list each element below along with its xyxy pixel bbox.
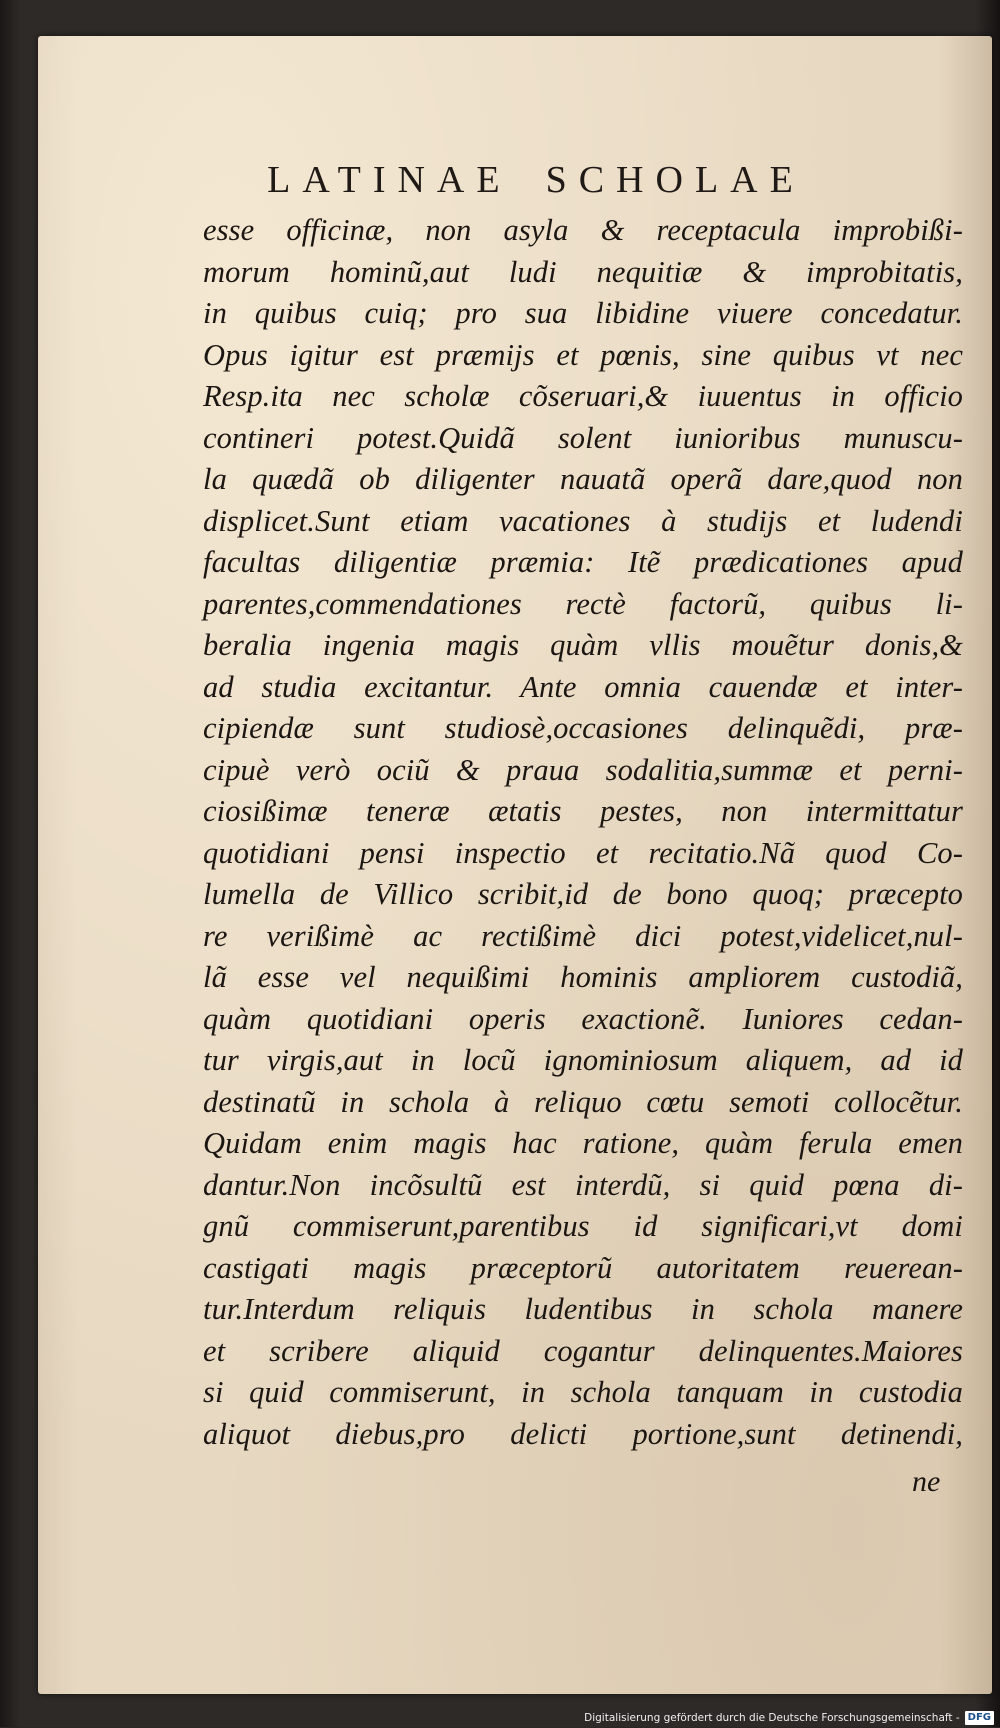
- text-line: quotidiani pensi inspectio et recitatio.Nã quod Co-: [203, 835, 963, 870]
- text-line: in quibus cuiq; pro sua libidine viuere concedatur.: [203, 296, 963, 330]
- text-line: Quidam enim magis hac ratione, quàm ferula emen: [203, 1126, 963, 1160]
- text-line: Resp.ita nec scholæ cõseruari,& iuuentus in officio: [203, 379, 963, 413]
- text-line: destinatũ in schola à reliquo cœtu semoti collocẽtur.: [203, 1084, 963, 1119]
- running-head-word-2: SCHOLAE: [545, 159, 805, 201]
- text-line: castigati magis præceptorũ autoritatem reuerean-: [203, 1250, 963, 1285]
- text-line: aliquot diebus,pro delicti portione,sunt detinendi,: [203, 1416, 963, 1451]
- footer-bar: [0, 1707, 1000, 1727]
- text-line: si quid commiserunt, in schola tanquam in custodia: [203, 1375, 963, 1409]
- text-line: gnũ commiserunt,parentibus id significari,vt domi: [203, 1209, 963, 1243]
- text-line: beralia ingenia magis quàm vllis mouẽtur donis,&: [203, 628, 963, 662]
- text-line: facultas diligentiæ præmia: Itẽ prædicationes apud: [203, 545, 963, 579]
- text-line: lã esse vel nequißimi hominis ampliorem custodiã,: [203, 960, 963, 994]
- running-head: [36, 158, 1000, 202]
- text-line: ciosißimæ teneræ ætatis pestes, non intermittatur: [203, 794, 963, 828]
- text-line: cipiendæ sunt studiosè,occasiones delinquẽdi, præ-: [203, 711, 963, 745]
- text-line: morum hominũ,aut ludi nequitiæ & improbitatis,: [203, 254, 963, 289]
- text-line: re verißimè ac rectißimè dici potest,videlicet,nul-: [203, 918, 963, 953]
- running-head-word-1: LATINAE: [267, 159, 512, 201]
- text-line: contineri potest.Quidã solent iunioribus munuscu-: [203, 420, 963, 455]
- text-line: tur virgis,aut in locũ ignominiosum aliquem, ad id: [203, 1043, 963, 1077]
- text-line: la quædã ob diligenter nauatã operã dare,quod non: [203, 462, 963, 496]
- text-line: et scribere aliquid cogantur delinquentes.Maiores: [203, 1333, 963, 1368]
- dfg-logo: DFG: [965, 1711, 994, 1725]
- text-line: cipuè verò ociũ & praua sodalitia,summæ et perni-: [203, 752, 963, 787]
- text-line: displicet.Sunt etiam vacationes à studijs et ludendi: [203, 503, 963, 538]
- catchword: ne: [912, 1465, 941, 1498]
- footer-credit: Digitalisierung gefördert durch die Deutsche Forschungsgemeinschaft -: [584, 1711, 960, 1724]
- text-line: quàm quotidiani operis exactionẽ. Iuniores cedan-: [203, 1001, 963, 1036]
- text-line: esse officinæ, non asyla & receptacula improbißi-: [203, 213, 963, 247]
- text-line: tur.Interdum reliquis ludentibus in schola manere: [203, 1292, 963, 1326]
- text-line: lumella de Villico scribit,id de bono quoq; præcepto: [203, 877, 963, 911]
- body-text: [203, 210, 963, 1455]
- text-line: ad studia excitantur. Ante omnia cauendæ et inter-: [203, 669, 963, 704]
- text-line: dantur.Non incõsultũ est interdũ, si quid pœna di-: [203, 1167, 963, 1202]
- text-line: parentes,commendationes rectè factorũ, quibus li-: [203, 586, 963, 621]
- text-line: Opus igitur est præmijs et pœnis, sine quibus vt nec: [203, 337, 963, 372]
